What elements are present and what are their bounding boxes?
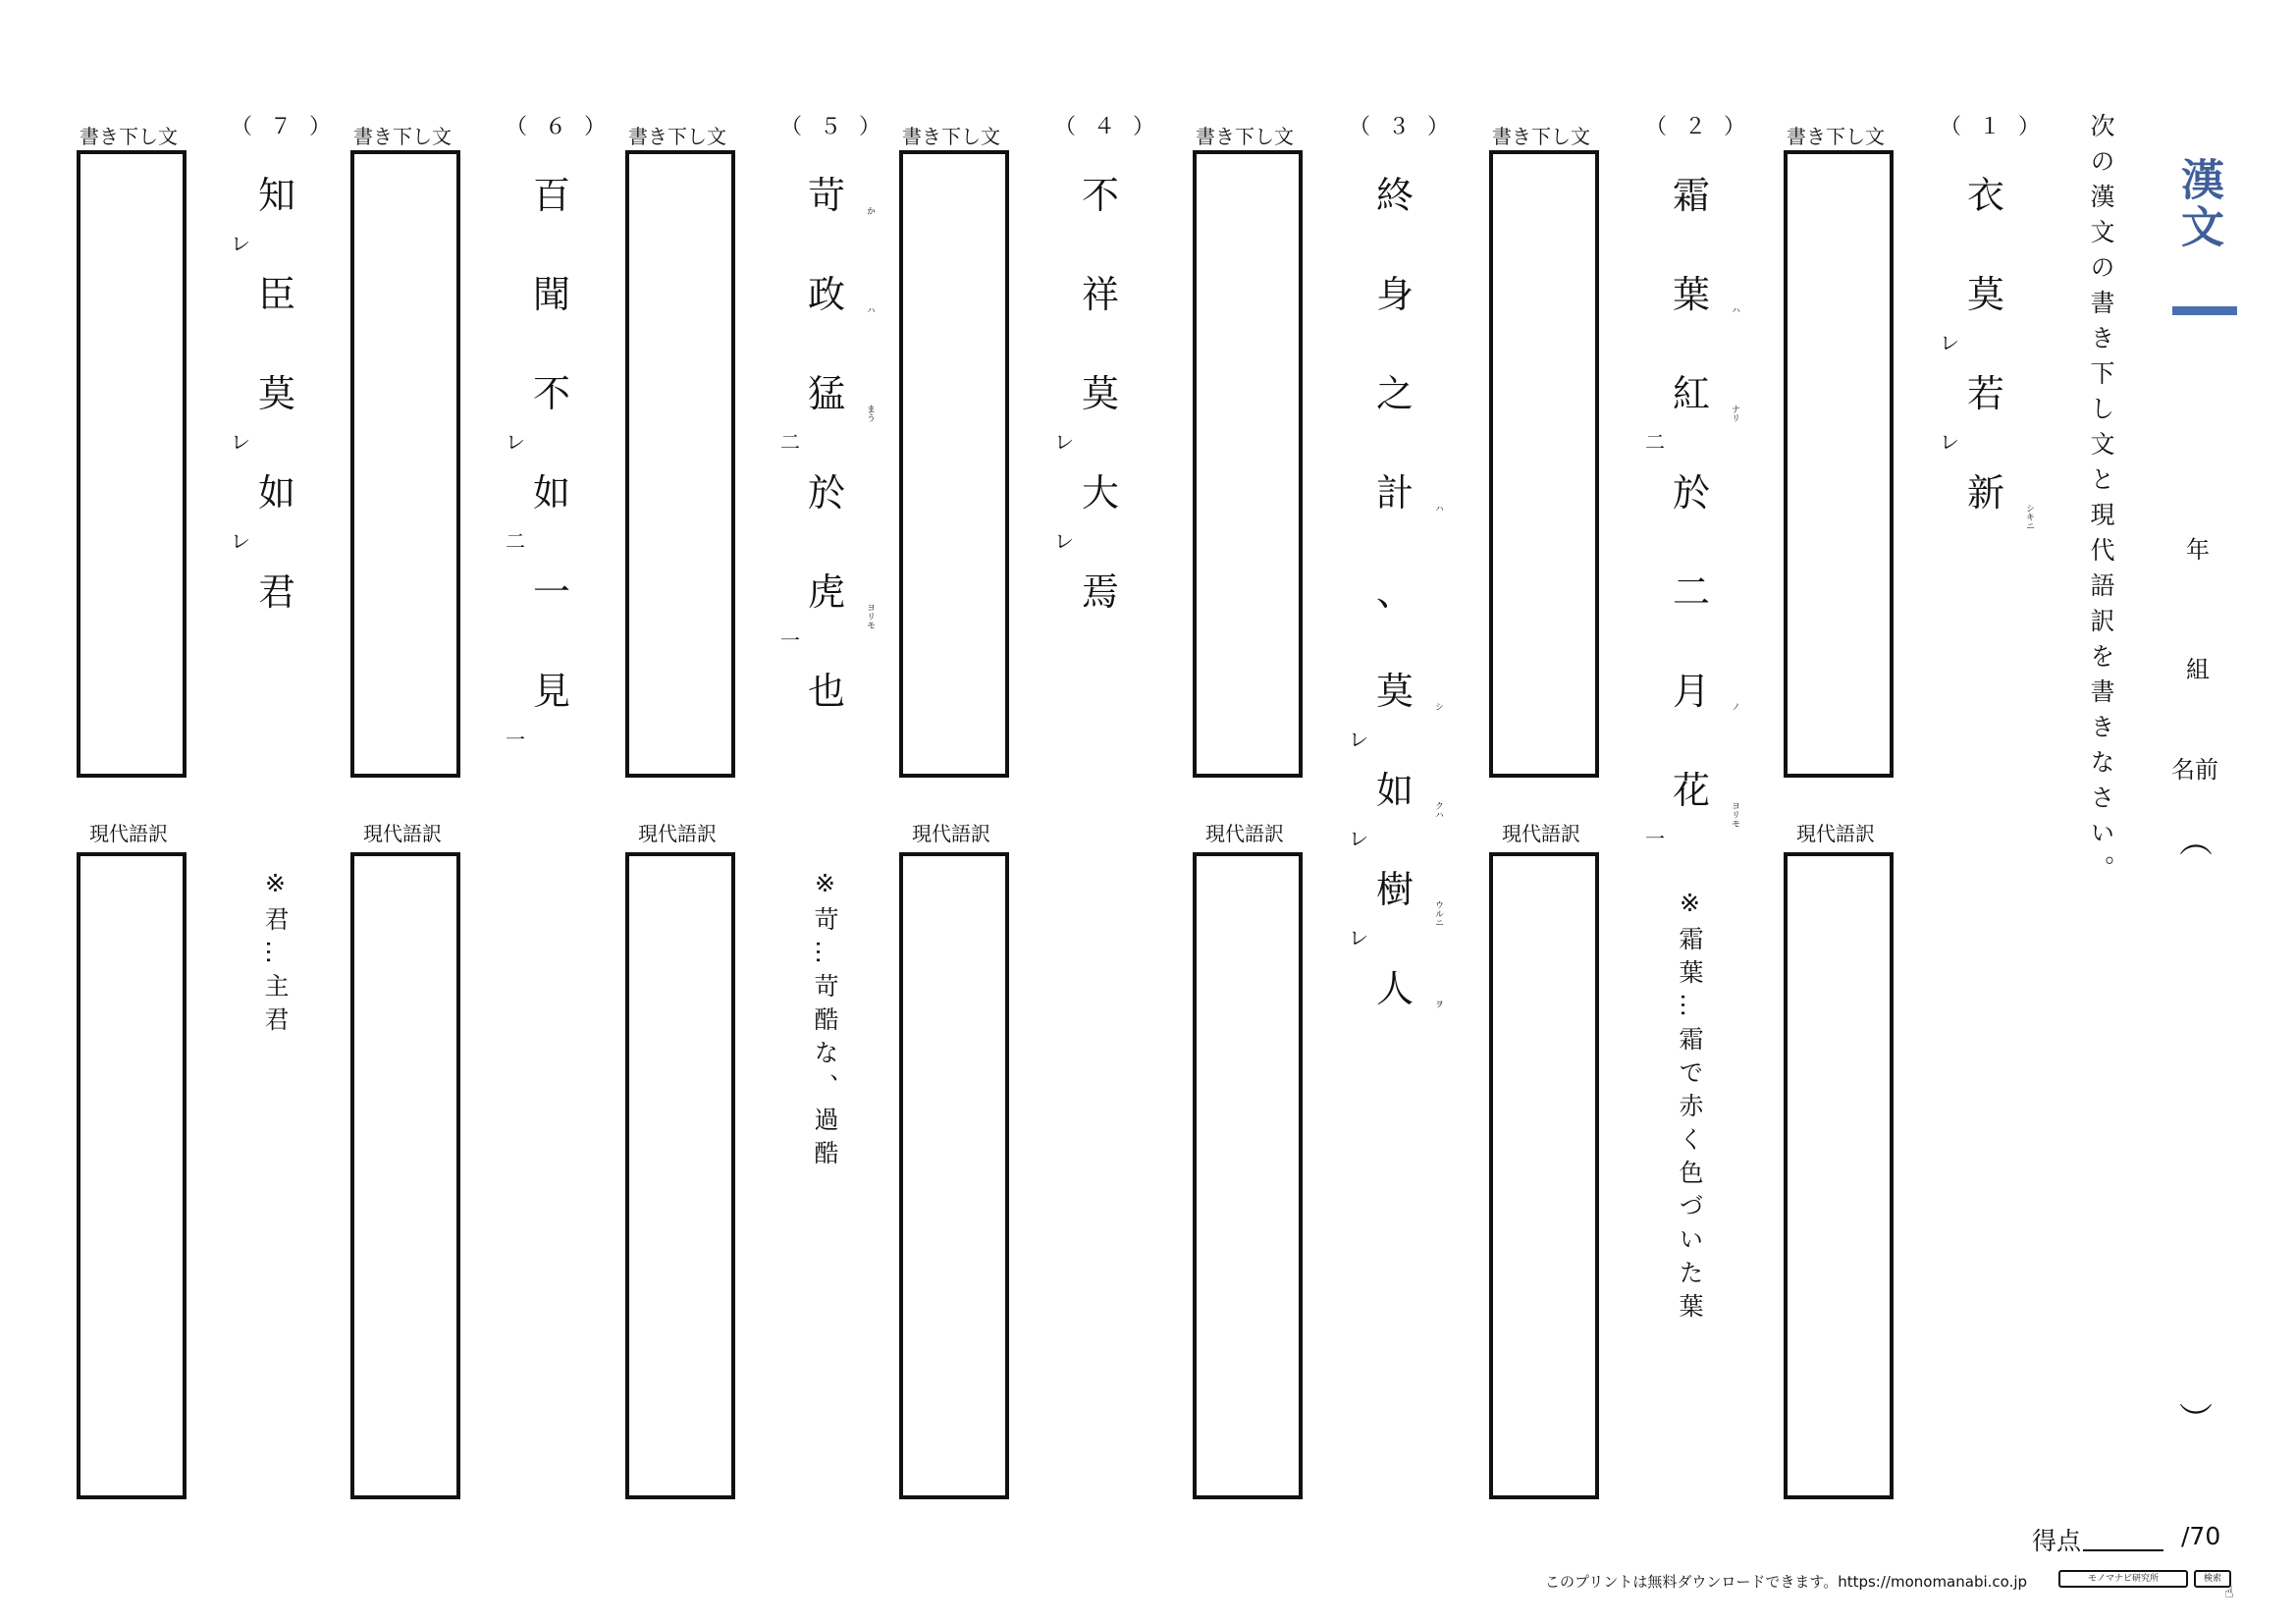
class-label: 組 bbox=[2186, 656, 2210, 683]
gendaigoyaku-label: 現代語訳 bbox=[638, 822, 717, 845]
kakikudashi-answer-box[interactable] bbox=[899, 150, 1009, 778]
kanbun-char: 聞 bbox=[532, 273, 570, 316]
kanbun-char: 不 bbox=[1081, 174, 1119, 217]
vocab-note: ※君…主君 bbox=[261, 869, 290, 1040]
score-underline bbox=[2083, 1549, 2163, 1551]
kanbun-char: 於 bbox=[807, 471, 845, 514]
kanbun-char: 臣 bbox=[257, 273, 295, 316]
kaeriten-mark: レ bbox=[1349, 827, 1368, 850]
score-total: /70 bbox=[2181, 1522, 2221, 1550]
kanbun-char: 花 bbox=[1672, 769, 1710, 812]
kanbun-char: 見 bbox=[532, 670, 570, 713]
kanbun-char: 、 bbox=[1375, 570, 1414, 614]
kakikudashi-label: 書き下し文 bbox=[353, 125, 452, 148]
kanbun-char: 月 bbox=[1672, 670, 1710, 713]
okurigana: ウルニ bbox=[1433, 900, 1443, 927]
kakikudashi-label: 書き下し文 bbox=[80, 125, 178, 148]
okurigana: ノ bbox=[1730, 702, 1739, 711]
kaeriten-mark: レ bbox=[1054, 430, 1074, 454]
kanbun-char: 如 bbox=[257, 471, 295, 514]
problem-number: （４） bbox=[1054, 115, 1173, 139]
problem-number: （２） bbox=[1645, 115, 1764, 139]
gendaigoyaku-answer-box[interactable] bbox=[350, 852, 460, 1499]
kaeriten-mark: 一 bbox=[780, 628, 800, 652]
kakikudashi-label: 書き下し文 bbox=[628, 125, 726, 148]
gendaigoyaku-answer-box[interactable] bbox=[1784, 852, 1894, 1499]
vocab-note: ※霜葉…霜で赤く色づいた葉 bbox=[1676, 889, 1704, 1326]
kanbun-char: 葉 bbox=[1672, 273, 1710, 316]
kanbun-char: 二 bbox=[1672, 570, 1710, 614]
kaeriten-mark: レ bbox=[231, 430, 250, 454]
kanbun-char: 焉 bbox=[1081, 570, 1119, 614]
kanbun-char: 衣 bbox=[1966, 174, 2004, 217]
kakikudashi-label: 書き下し文 bbox=[902, 125, 1000, 148]
problem-number: （１） bbox=[1940, 115, 2058, 139]
kaeriten-mark: 一 bbox=[506, 728, 525, 751]
okurigana: か bbox=[865, 206, 875, 215]
gendaigoyaku-label: 現代語訳 bbox=[1796, 822, 1875, 845]
kakikudashi-answer-box[interactable] bbox=[625, 150, 735, 778]
okurigana: ナリ bbox=[1730, 405, 1739, 422]
problem-number: （６） bbox=[506, 115, 624, 139]
kanbun-char: 猛 bbox=[807, 372, 845, 415]
instruction-text: 次の漢文の書き下し文と現代語訳を書きなさい。 bbox=[2087, 113, 2115, 891]
kaeriten-mark: レ bbox=[1349, 728, 1368, 751]
kanbun-char: 如 bbox=[532, 471, 570, 514]
kaeriten-mark: 二 bbox=[1645, 430, 1665, 454]
year-label: 年 bbox=[2186, 536, 2210, 564]
kanbun-char: 君 bbox=[257, 570, 295, 614]
vocab-note: ※苛…苛酷な、過酷 bbox=[811, 869, 839, 1173]
kaeriten-mark: レ bbox=[231, 529, 250, 553]
kanbun-char: 百 bbox=[532, 174, 570, 217]
org-stamp: モノマナビ研究所 bbox=[2058, 1570, 2188, 1588]
okurigana: シ bbox=[1433, 702, 1443, 711]
gendaigoyaku-answer-box[interactable] bbox=[1489, 852, 1599, 1499]
kakikudashi-label: 書き下し文 bbox=[1787, 125, 1885, 148]
kanbun-char: 於 bbox=[1672, 471, 1710, 514]
gendaigoyaku-answer-box[interactable] bbox=[1193, 852, 1303, 1499]
okurigana: まう bbox=[865, 405, 875, 422]
gendaigoyaku-answer-box[interactable] bbox=[77, 852, 187, 1499]
kanbun-char: 苛 bbox=[807, 174, 845, 217]
kakikudashi-answer-box[interactable] bbox=[350, 150, 460, 778]
kaeriten-mark: 二 bbox=[506, 529, 525, 553]
kakikudashi-label: 書き下し文 bbox=[1196, 125, 1294, 148]
gendaigoyaku-label: 現代語訳 bbox=[1205, 822, 1284, 845]
kaeriten-mark: レ bbox=[506, 430, 525, 454]
kaeriten-mark: 二 bbox=[780, 430, 800, 454]
kanbun-char: 新 bbox=[1966, 471, 2004, 514]
kanbun-char: 政 bbox=[807, 273, 845, 316]
kaeriten-mark: レ bbox=[1349, 926, 1368, 949]
kakikudashi-answer-box[interactable] bbox=[1784, 150, 1894, 778]
kanbun-char: 知 bbox=[257, 174, 295, 217]
score-label: 得点 bbox=[2032, 1527, 2082, 1555]
okurigana: クハ bbox=[1433, 801, 1443, 819]
kakikudashi-answer-box[interactable] bbox=[1193, 150, 1303, 778]
kanbun-char: 終 bbox=[1375, 174, 1414, 217]
kanbun-char: 莫 bbox=[257, 372, 295, 415]
kanbun-char: 不 bbox=[532, 372, 570, 415]
problem-number: （５） bbox=[780, 115, 899, 139]
kanbun-char: 身 bbox=[1375, 273, 1414, 316]
okurigana: シキニ bbox=[2024, 504, 2034, 530]
kaeriten-mark: レ bbox=[1054, 529, 1074, 553]
search-stamp[interactable]: 検索 bbox=[2194, 1570, 2231, 1588]
kanbun-char: 一 bbox=[532, 570, 570, 614]
kanbun-char: 樹 bbox=[1375, 868, 1414, 911]
kanbun-char: 也 bbox=[807, 670, 845, 713]
gendaigoyaku-answer-box[interactable] bbox=[899, 852, 1009, 1499]
pointer-icon: ☝ bbox=[2224, 1583, 2234, 1601]
kaeriten-mark: レ bbox=[231, 232, 250, 255]
kanbun-char: 計 bbox=[1375, 471, 1414, 514]
page-title: 漢文 bbox=[2173, 157, 2223, 251]
okurigana: ヨリモ bbox=[865, 603, 875, 629]
kanbun-char: 虎 bbox=[807, 570, 845, 614]
kanbun-char: 之 bbox=[1375, 372, 1414, 415]
kanbun-char: 霜 bbox=[1672, 174, 1710, 217]
name-label: 名前 bbox=[2171, 756, 2218, 784]
okurigana: ハ bbox=[1433, 504, 1443, 513]
title-underline bbox=[2172, 306, 2237, 315]
problem-number: （３） bbox=[1349, 115, 1468, 139]
okurigana: ヲ bbox=[1433, 1000, 1443, 1008]
download-note: このプリントは無料ダウンロードできます。https://monomanabi.co.jp bbox=[1545, 1573, 2028, 1591]
gendaigoyaku-label: 現代語訳 bbox=[89, 822, 168, 845]
kanbun-char: 莫 bbox=[1375, 670, 1414, 713]
name-paren-open: ︵ bbox=[2179, 822, 2213, 861]
kakikudashi-answer-box[interactable] bbox=[1489, 150, 1599, 778]
kakikudashi-label: 書き下し文 bbox=[1492, 125, 1590, 148]
okurigana: ハ bbox=[865, 305, 875, 314]
okurigana: ヨリモ bbox=[1730, 801, 1739, 828]
kanbun-char: 紅 bbox=[1672, 372, 1710, 415]
gendaigoyaku-label: 現代語訳 bbox=[1502, 822, 1580, 845]
kanbun-char: 若 bbox=[1966, 372, 2004, 415]
kanbun-char: 莫 bbox=[1081, 372, 1119, 415]
gendaigoyaku-label: 現代語訳 bbox=[912, 822, 990, 845]
kanbun-char: 如 bbox=[1375, 769, 1414, 812]
kakikudashi-answer-box[interactable] bbox=[77, 150, 187, 778]
kanbun-char: 人 bbox=[1375, 967, 1414, 1010]
kanbun-char: 莫 bbox=[1966, 273, 2004, 316]
kaeriten-mark: レ bbox=[1940, 331, 1959, 354]
kaeriten-mark: 一 bbox=[1645, 827, 1665, 850]
gendaigoyaku-answer-box[interactable] bbox=[625, 852, 735, 1499]
gendaigoyaku-label: 現代語訳 bbox=[363, 822, 442, 845]
kaeriten-mark: レ bbox=[1940, 430, 1959, 454]
kanbun-char: 祥 bbox=[1081, 273, 1119, 316]
name-paren-close: ︶ bbox=[2179, 1401, 2213, 1440]
okurigana: ハ bbox=[1730, 305, 1739, 314]
kanbun-char: 大 bbox=[1081, 471, 1119, 514]
problem-number: （７） bbox=[231, 115, 349, 139]
